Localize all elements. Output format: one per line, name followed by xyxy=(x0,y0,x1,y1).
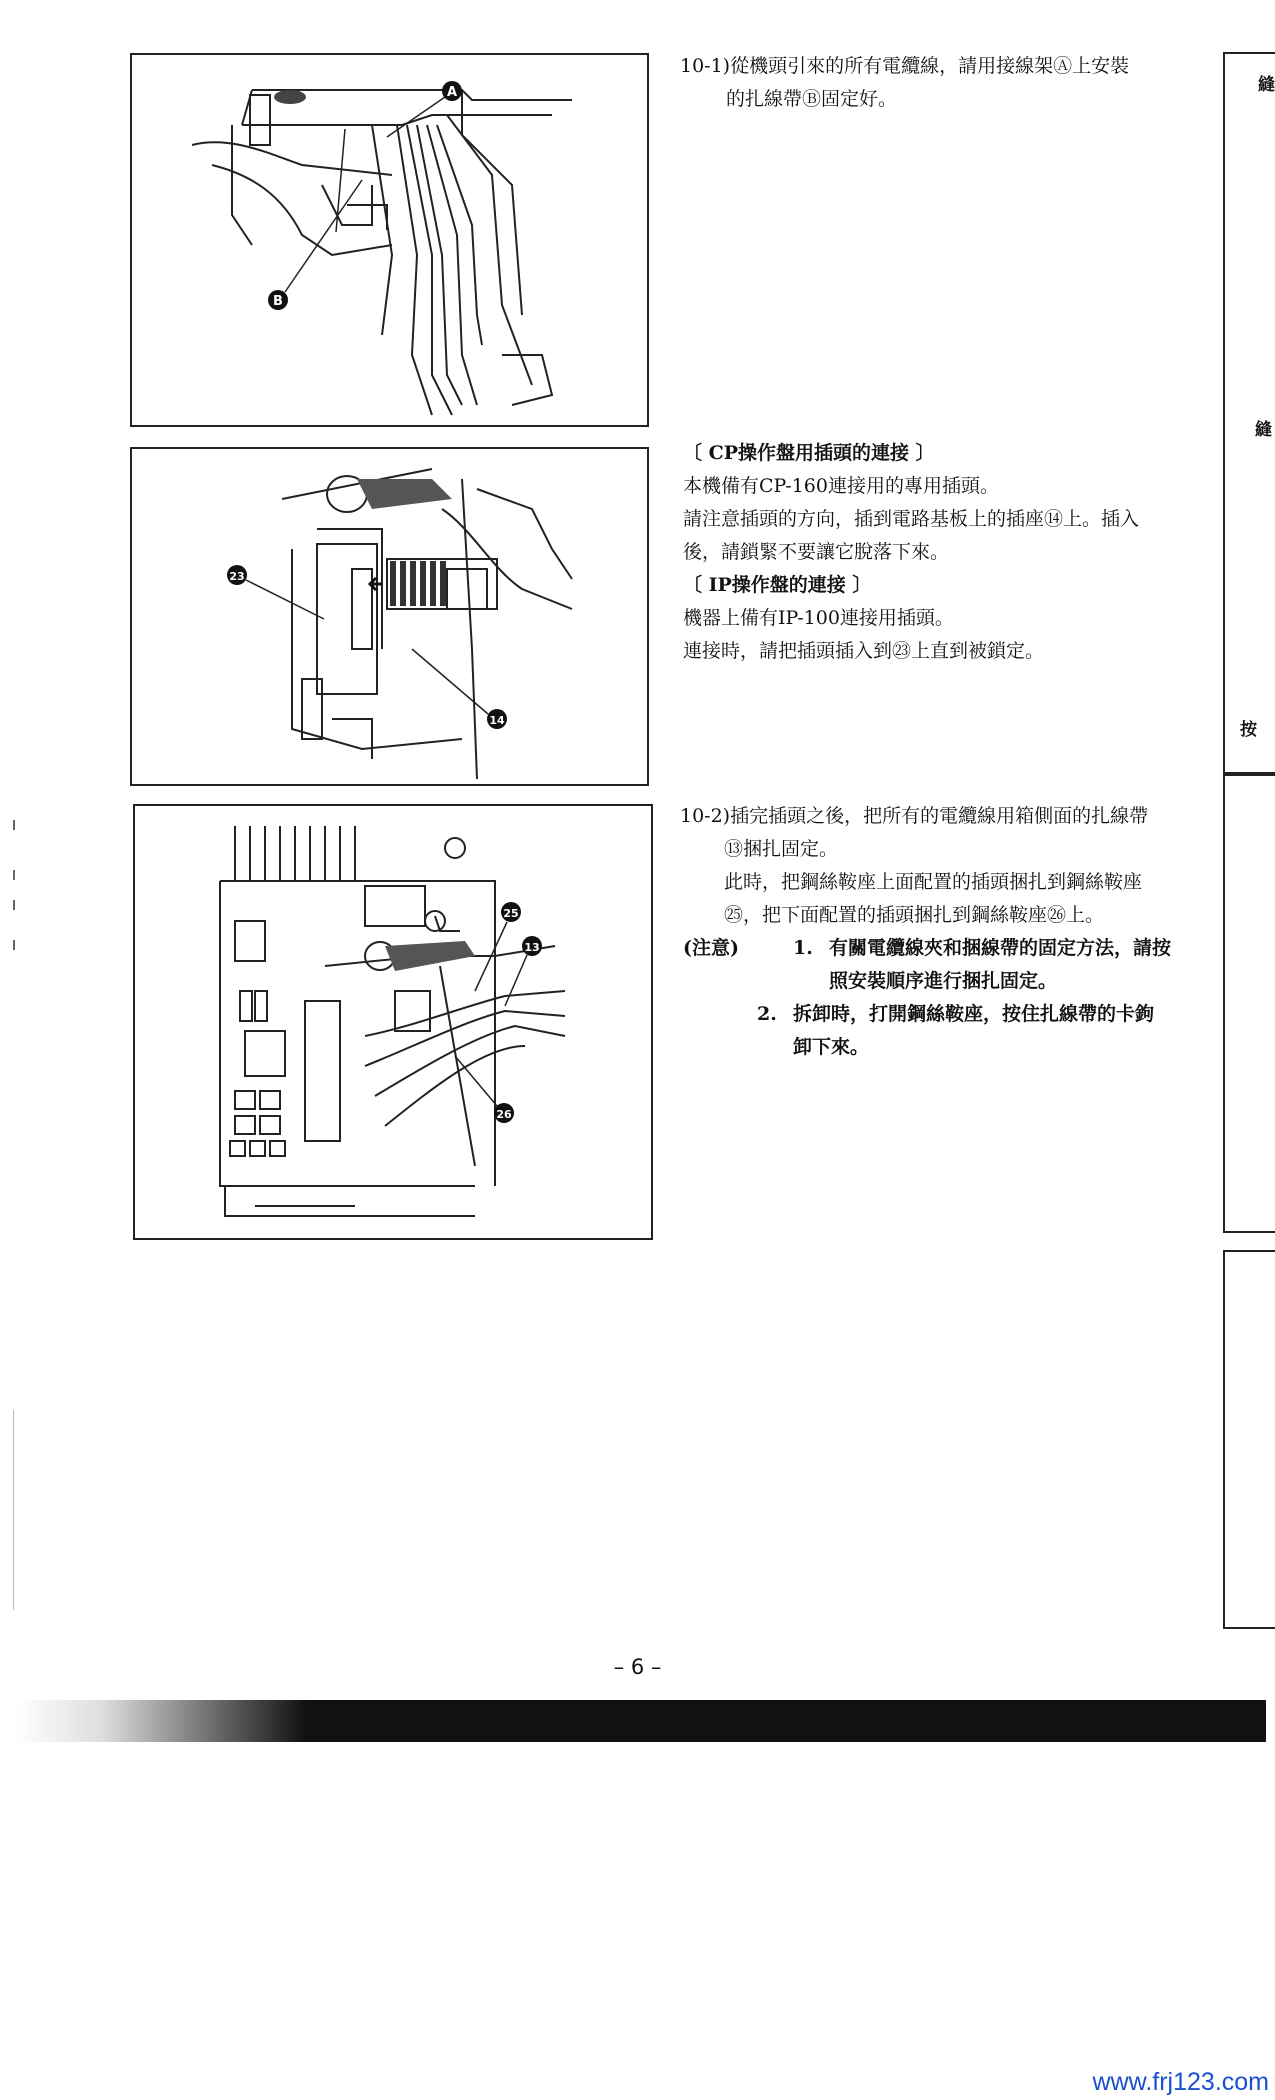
margin-mark xyxy=(13,900,15,910)
figure-cable-tie-bundling xyxy=(133,804,653,1240)
caution-item2-line2: 卸下來。 xyxy=(793,1036,870,1058)
step-10-1 xyxy=(680,50,1200,116)
callout-26-label: 26 xyxy=(496,1108,512,1121)
cp-section-heading: 〔 CP操作盤用插頭的連接 〕 xyxy=(683,442,935,464)
footer-bar-fade xyxy=(16,1700,306,1742)
callout-13-label: 13 xyxy=(524,941,540,954)
step-10-1-line1: 10-1)從機頭引來的所有電纜線，請用接線架Ⓐ上安裝 xyxy=(680,55,1130,77)
margin-mark xyxy=(13,940,15,950)
step-10-2 xyxy=(680,800,1210,932)
step-10-2-line1: 10-2)插完插頭之後，把所有的電纜線用箱側面的扎線帶 xyxy=(680,805,1149,827)
callout-25-label: 25 xyxy=(503,907,519,920)
cable-clamp-illustration xyxy=(132,55,647,425)
margin-mark xyxy=(13,1410,14,1610)
step-10-2-line4: ㉕，把下面配置的插頭捆扎到鋼絲鞍座㉖上。 xyxy=(724,904,1105,926)
page-number: – 6 – xyxy=(613,1655,662,1679)
cp-section xyxy=(683,437,1203,668)
callout-b-label: B xyxy=(273,294,283,309)
step-10-2-line3: 此時，把鋼絲鞍座上面配置的插頭捆扎到鋼絲鞍座 xyxy=(724,871,1143,893)
website-watermark: www.frj123.com xyxy=(1092,2068,1269,2096)
side-tab-char-2: 縫 xyxy=(1255,420,1272,440)
callout-a-label: A xyxy=(446,85,458,100)
caution-item2-number: 2. xyxy=(757,1003,777,1025)
side-tab-char-3: 按 xyxy=(1240,720,1257,740)
callout-23-label: 23 xyxy=(229,570,245,583)
caution-item1-line2: 照安裝順序進行捆扎固定。 xyxy=(829,970,1058,992)
figure-cp-connector xyxy=(130,447,649,786)
side-tab-frame-2 xyxy=(1223,774,1275,1233)
side-tab-frame-3 xyxy=(1223,1250,1275,1629)
step-10-2-line2: ⑬捆扎固定。 xyxy=(724,838,839,860)
cp-section-line1: 本機備有CP-160連接用的專用插頭。 xyxy=(683,475,999,497)
caution-item1-line1: 有關電纜線夾和捆線帶的固定方法，請按 xyxy=(829,937,1172,959)
ip-section-heading: 〔 IP操作盤的連接 〕 xyxy=(683,574,872,596)
cp-section-line3: 後，請鎖緊不要讓它脫落下來。 xyxy=(683,541,950,563)
caution-item1-number: 1. xyxy=(793,937,813,959)
side-tab-char-1: 縫 xyxy=(1258,75,1275,95)
cable-tie-illustration xyxy=(135,806,651,1238)
cp-section-line2: 請注意插頭的方向，插到電路基板上的插座⑭上。插入 xyxy=(683,508,1140,530)
cp-connector-illustration xyxy=(132,449,647,784)
side-tab-frame-1 xyxy=(1223,52,1275,774)
ip-section-line2: 連接時，請把插頭插入到㉓上直到被鎖定。 xyxy=(683,640,1045,662)
margin-mark xyxy=(13,870,15,880)
margin-mark xyxy=(13,820,15,830)
ip-section-line1: 機器上備有IP-100連接用插頭。 xyxy=(683,607,954,629)
caution-label: (注意) xyxy=(683,937,739,959)
caution-item2-line1: 拆卸時，打開鋼絲鞍座，按住扎線帶的卡鉤 xyxy=(793,1003,1155,1025)
step-10-1-line2: 的扎線帶Ⓑ固定好。 xyxy=(726,88,898,110)
figure-cable-clamp xyxy=(130,53,649,427)
callout-14-label: 14 xyxy=(489,714,505,727)
caution-note xyxy=(683,932,1203,1064)
